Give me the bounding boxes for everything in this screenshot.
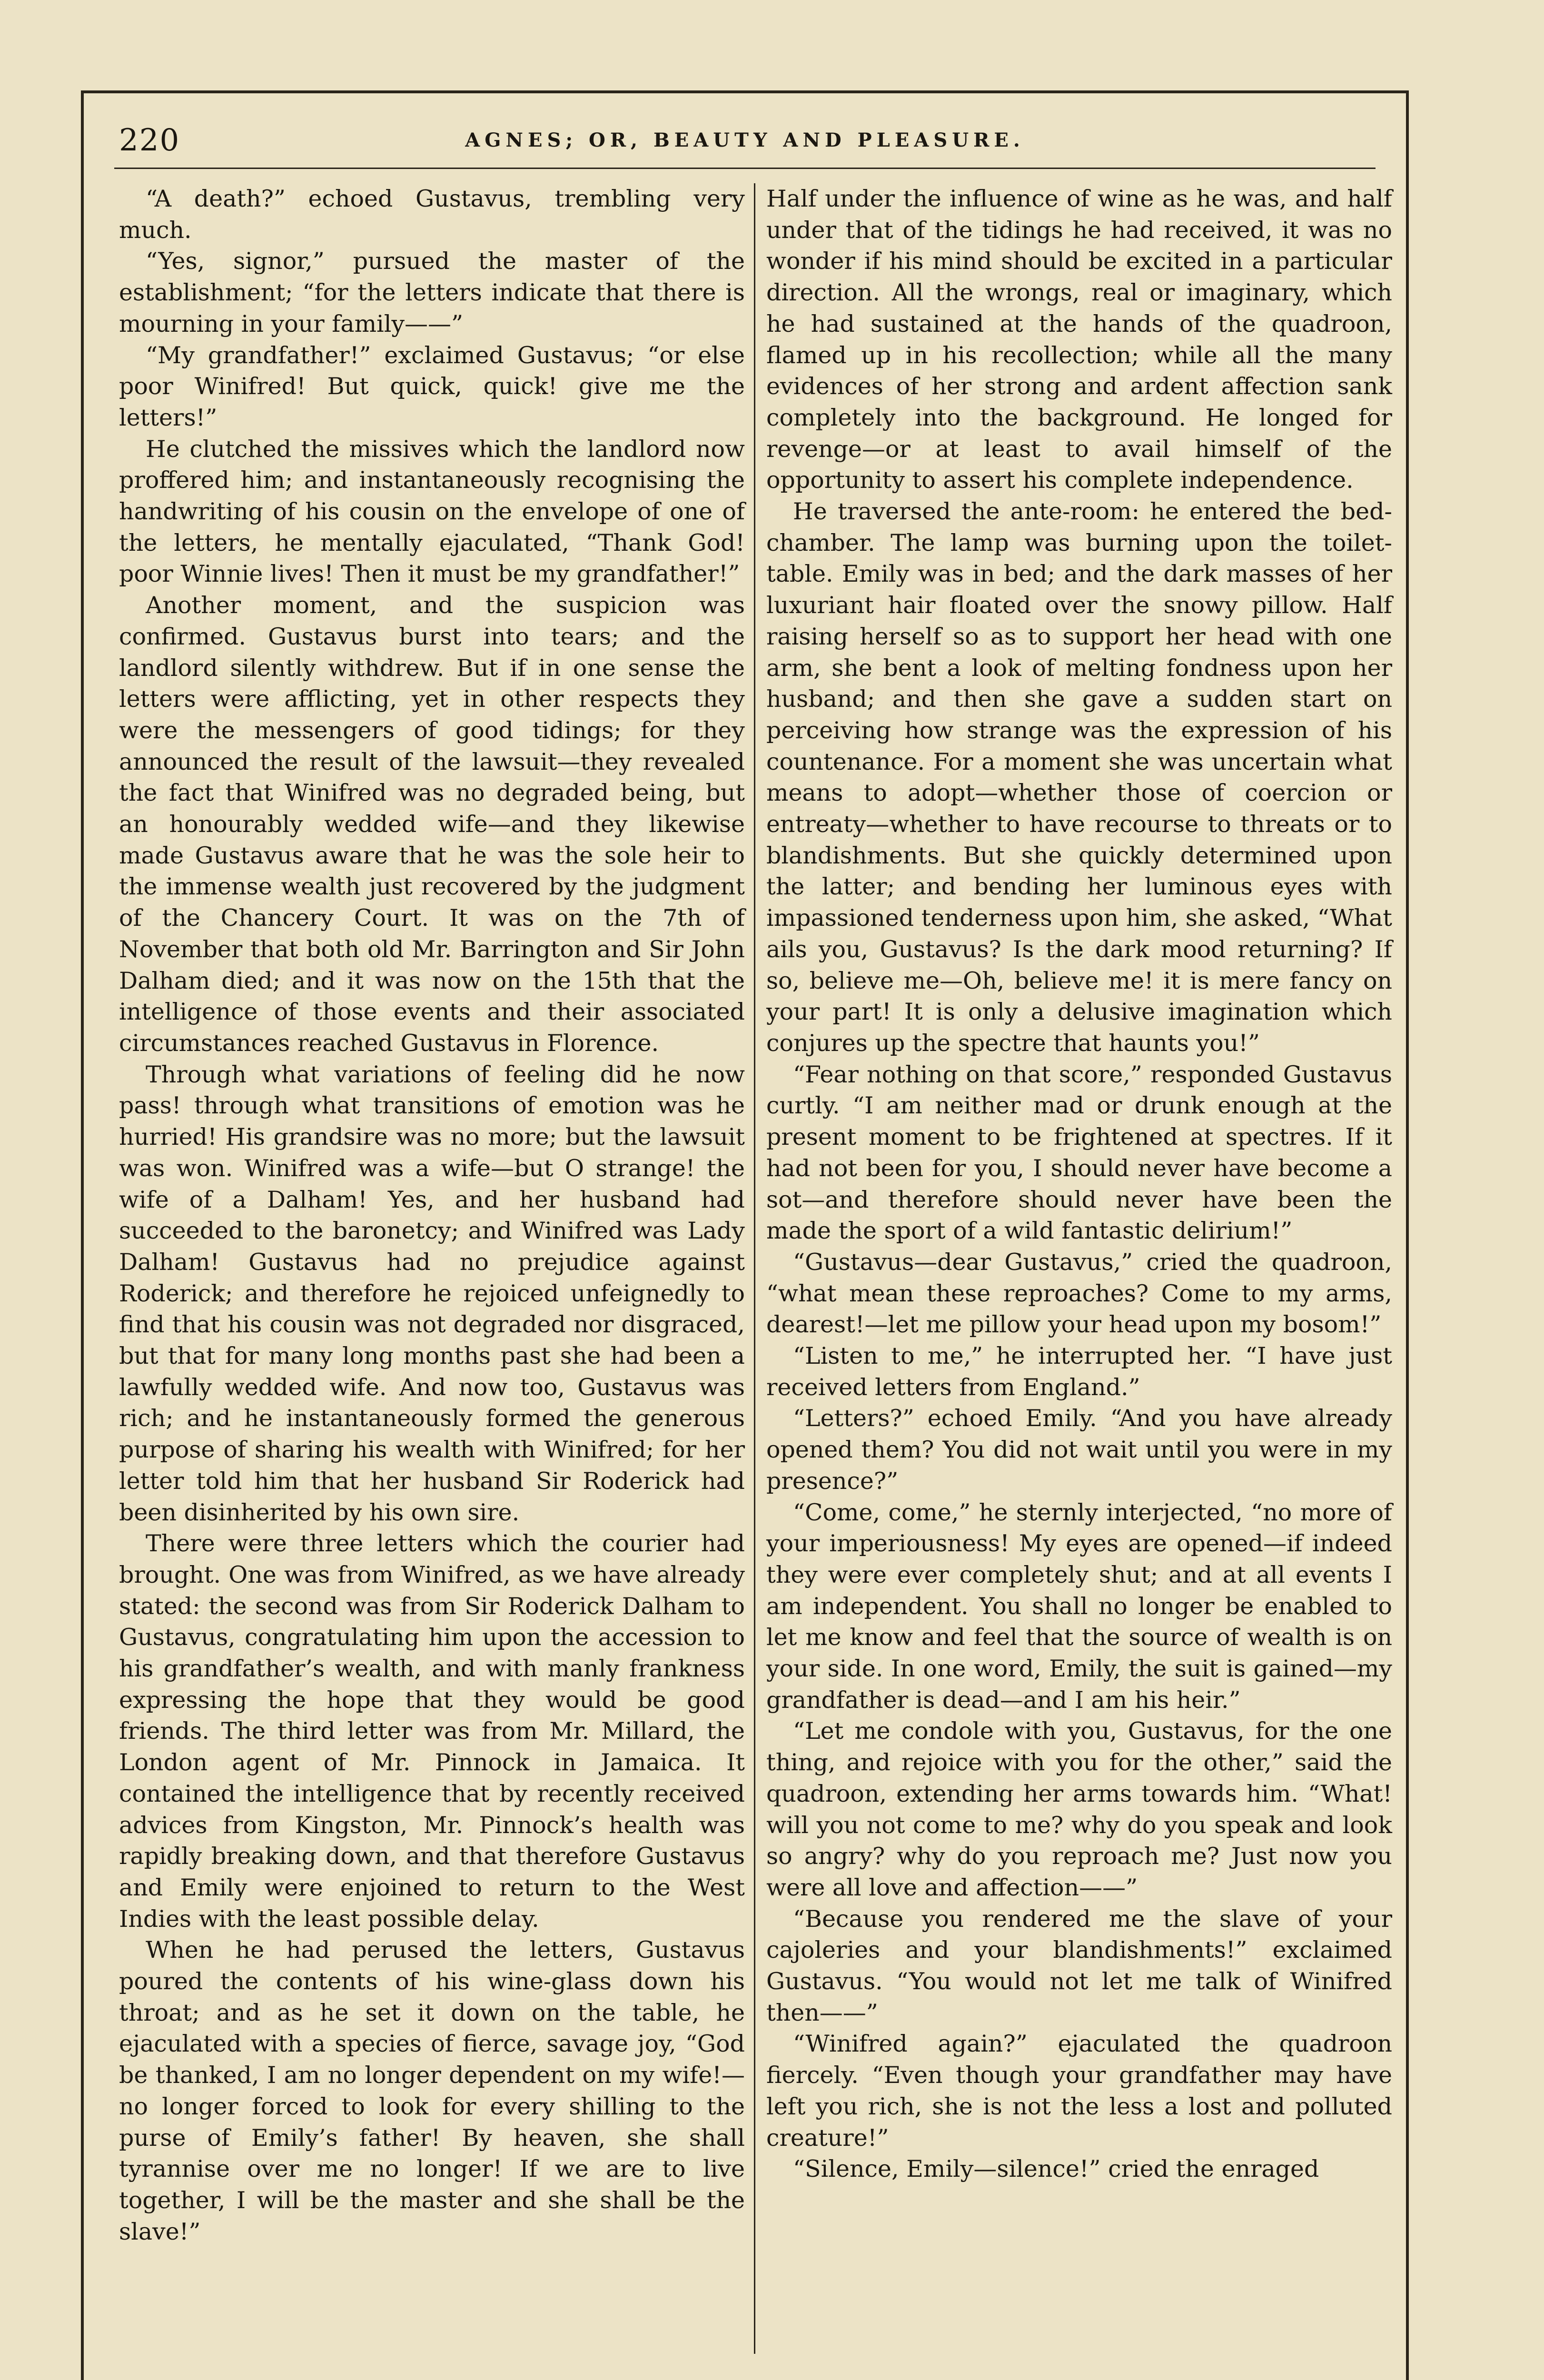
paragraph-continued: Half under the influence of wine as he was, and half under that of the tidings he had received, it was no wonder if his mind should be excited in a particular direction. All the wrongs, real or imaginary, which he had sustained at the hands of the quadroon, flamed up in his recollection; while all the many evidences of her strong and ardent affection sank completely into the background. He longed for revenge—or at least to avail himself of the opportunity to assert his complete independence. [766, 185, 1392, 494]
paragraph: He traversed the ante-room: he entered the bed-chamber. The lamp was burning upon the toilet-table. Emily was in bed; and the dark masses of her luxuriant hair floated over the snowy pillow. Half raising herself so as to support her head with one arm, she bent a look of melting fondness upon her husband; and then she gave a sudden start on perceiving how strange was the expression of his countenance. For a moment she was uncertain what means to adopt—whether those of coercion or entreaty—whether to have recourse to threats or to blandishments. But she quickly determined upon the latter; and bending her luminous eyes with impassioned tenderness upon him, she asked, “What ails you, Gustavus? Is the dark mood returning? If so, believe me—Oh, believe me! it is mere fancy on your part! It is only a delusive imagination which conjures up the spectre that haunts you!” [766, 498, 1392, 1057]
paragraph: There were three letters which the courier had brought. One was from Winifred, as we have already stated: the second was from Sir Roderick Dalham to Gustavus, congratulating him upon the accession to his grandfather’s wealth, and with manly frankness expressing the hope that they would be good friends. The third letter was from Mr. Millard, the London agent of Mr. Pinnock in Jamaica. It contained the intelligence that by recently received advices from Kingston, Mr. Pinnock’s health was rapidly breaking down, and that therefore Gustavus and Emily were enjoined to return to the West Indies with the least possible delay. [119, 1530, 745, 1933]
paragraph: “Come, come,” he sternly interjected, “no more of your imperiousness! My eyes are opened—if indeed they were ever completely shut; and at all events I am independent. You shall no longer be enabled to let me know and feel that the source of wealth is on your side. In one word, Emily, the suit is gained—my grandfather is dead—and I am his heir.” [766, 1498, 1392, 1714]
paragraph: Another moment, and the suspicion was confirmed. Gustavus burst into tears; and the landlord silently withdrew. But if in one sense the letters were afflicting, yet in other respects they were the messengers of good tidings; for they announced the result of the lawsuit—they revealed the fact that Winifred was no degraded being, but an honourably wedded wife—and they likewise made Gustavus aware that he was the sole heir to the immense wealth just recovered by the judgment of the Chancery Court. It was on the 7th of November that both old Mr. Barrington and Sir John Dalham died; and it was now on the 15th that the intelligence of those events and their associated circumstances reached Gustavus in Florence. [119, 592, 745, 1057]
header-rule [114, 168, 1376, 169]
paragraph: “Silence, Emily—silence!” cried the enraged [793, 2155, 1319, 2183]
running-title: AGNES; OR, BEAUTY AND PLEASURE. [465, 129, 1025, 151]
paragraph: “Fear nothing on that score,” responded Gustavus curtly. “I am neither mad or drunk enough at the present moment to be frightened at spectres. If it had not been for you, I should never have become a sot—and therefore should never have been the made the sport of a wild fantastic delirium!” [766, 1061, 1392, 1245]
paragraph: “My grandfather!” exclaimed Gustavus; “or else poor Winifred! But quick, quick! give me the letters!” [119, 341, 745, 431]
paragraph: “Because you rendered me the slave of your cajoleries and your blandishments!” exclaimed Gustavus. “You would not let me talk of Winifred then——” [766, 1905, 1392, 2026]
paragraph: He clutched the missives which the landlord now proffered him; and instantaneously recognising the handwriting of his cousin on the envelope of one of the letters, he mentally ejaculated, “Thank God! poor Winnie lives! Then it must be my grandfather!” [119, 435, 745, 588]
paragraph: “Listen to me,” he interrupted her. “I have just received letters from England.” [766, 1342, 1392, 1401]
right-column [766, 183, 1392, 2378]
page-number: 220 [119, 123, 180, 158]
paragraph: When he had perused the letters, Gustavus poured the contents of his wine-glass down his throat; and as he set it down on the table, he ejaculated with a species of fierce, savage joy, “God be thanked, I am no longer dependent on my wife!—no longer forced to look for every shilling to the purse of Emily’s father! By heaven, she shall tyrannise over me no longer! If we are to live together, I will be the master and she shall be the slave!” [119, 1936, 745, 2245]
paragraph: “Letters?” echoed Emily. “And you have already opened them? You did not wait until you were in my presence?” [766, 1405, 1392, 1495]
paragraph: “Gustavus—dear Gustavus,” cried the quadroon, “what mean these reproaches? Come to my arms, dearest!—let me pillow your head upon my bosom!” [766, 1248, 1392, 1339]
paragraph: Through what variations of feeling did he now pass! through what transitions of emotion was he hurried! His grandsire was no more; but the lawsuit was won. Winifred was a wife—but O strange! the wife of a Dalham! Yes, and her husband had succeeded to the baronetcy; and Winifred was Lady Dalham! Gustavus had no prejudice against Roderick; and therefore he rejoiced unfeignedly to find that his cousin was not degraded nor disgraced, but that for many long months past she had been a lawfully wedded wife. And now too, Gustavus was rich; and he instantaneously formed the generous purpose of sharing his wealth with Winifred; for her letter told him that her husband Sir Roderick had been disinherited by his own sire. [119, 1061, 745, 1526]
left-column [119, 183, 745, 2378]
paragraph: “Yes, signor,” pursued the master of the establishment; “for the letters indicate that there is mourning in your family——” [119, 248, 745, 337]
page-header [105, 119, 1385, 162]
paragraph: “A death?” echoed Gustavus, trembling very much. [119, 185, 745, 244]
paragraph: “Winifred again?” ejaculated the quadroon fiercely. “Even though your grandfather may have left you rich, she is not the less a lost and polluted creature!” [766, 2030, 1392, 2152]
column-divider [754, 183, 755, 2354]
paragraph: “Let me condole with you, Gustavus, for the one thing, and rejoice with you for the other,” said the quadroon, extending her arms towards him. “What! will you not come to me? why do you speak and look so angry? why do you reproach me? Just now you were all love and affection——” [766, 1717, 1392, 1901]
